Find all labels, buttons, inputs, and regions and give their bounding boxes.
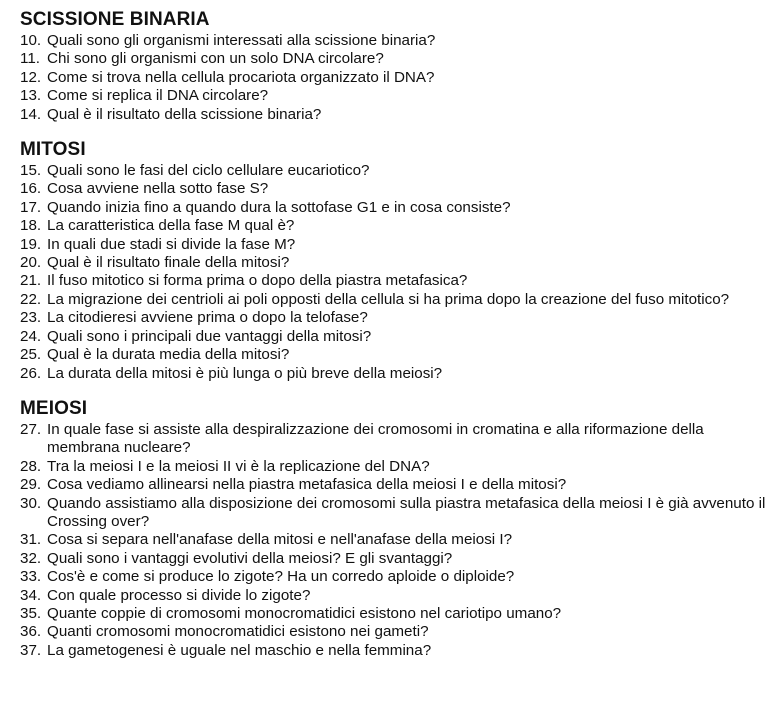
question-text: Quanti cromosomi monocromatidici esistono nei gameti? <box>47 623 429 641</box>
question-text: La durata della mitosi è più lunga o più breve della meiosi? <box>47 364 443 382</box>
question-item <box>20 272 769 290</box>
question-item <box>20 587 769 605</box>
question-item <box>20 550 769 568</box>
question-text: La citodieresi avviene prima o dopo la telofase? <box>47 309 368 327</box>
question-item <box>20 32 769 50</box>
question-text: In quali due stadi si divide la fase M? <box>47 235 296 253</box>
question-number: 15. <box>20 162 42 180</box>
question-text: Cos'è e come si produce lo zigote? Ha un corredo aploide o diploide? <box>47 568 515 586</box>
question-item <box>20 495 769 532</box>
question-number: 34. <box>20 586 42 604</box>
question-number: 27. <box>20 420 42 438</box>
question-item <box>20 162 769 180</box>
question-number: 26. <box>20 364 42 382</box>
question-number: 12. <box>20 68 42 86</box>
question-item <box>20 50 769 68</box>
question-number: 21. <box>20 272 42 290</box>
question-item <box>20 69 769 87</box>
question-number: 25. <box>20 346 42 364</box>
question-number: 32. <box>20 549 42 567</box>
question-number: 35. <box>20 604 42 622</box>
question-item <box>20 106 769 124</box>
section-heading: MEIOSI <box>20 397 88 419</box>
question-text: Quali sono le fasi del ciclo cellulare eucariotico? <box>47 162 370 180</box>
question-item <box>20 199 769 217</box>
question-item <box>20 254 769 272</box>
question-text: La caratteristica della fase M qual è? <box>47 217 295 235</box>
question-number: 20. <box>20 254 42 272</box>
question-item <box>20 87 769 105</box>
question-item <box>20 605 769 623</box>
question-item <box>20 346 769 364</box>
question-number: 22. <box>20 290 42 308</box>
question-list <box>20 421 769 660</box>
question-number: 16. <box>20 180 42 198</box>
question-text: Quali sono i vantaggi evolutivi della meiosi? E gli svantaggi? <box>47 549 453 567</box>
question-number: 10. <box>20 32 42 49</box>
question-text: Il fuso mitotico si forma prima o dopo della piastra metafasica? <box>47 272 468 290</box>
question-item <box>20 476 769 494</box>
question-number: 29. <box>20 476 42 494</box>
question-text: Quando inizia fino a quando dura la sottofase G1 e in cosa consiste? <box>47 198 511 216</box>
question-text: Qual è il risultato della scissione binaria? <box>47 105 322 123</box>
question-text: Chi sono gli organismi con un solo DNA circolare? <box>47 50 384 68</box>
question-item <box>20 291 769 309</box>
question-text: Come si trova nella cellula procariota organizzato il DNA? <box>47 68 435 86</box>
question-item <box>20 309 769 327</box>
question-number: 14. <box>20 105 42 123</box>
question-number: 23. <box>20 309 42 327</box>
question-text: Quali sono i principali due vantaggi della mitosi? <box>47 327 372 345</box>
question-item <box>20 568 769 586</box>
question-number: 31. <box>20 531 42 549</box>
question-item <box>20 217 769 235</box>
question-item <box>20 531 769 549</box>
question-number: 28. <box>20 457 42 475</box>
question-text: Quali sono gli organismi interessati alla scissione binaria? <box>47 32 436 49</box>
question-item <box>20 180 769 198</box>
question-number: 17. <box>20 198 42 216</box>
question-text: Tra la meiosi I e la meiosi II vi è la replicazione del DNA? <box>47 457 430 475</box>
question-item <box>20 458 769 476</box>
question-list <box>20 162 769 383</box>
section-mitosi <box>20 139 769 383</box>
question-number: 36. <box>20 623 42 641</box>
question-number: 19. <box>20 235 42 253</box>
question-text: In quale fase si assiste alla despiralizzazione dei cromosomi in cromatina e alla riformazione della membrana nucleare? <box>47 420 704 457</box>
question-number: 11. <box>20 50 40 68</box>
question-number: 13. <box>20 87 42 105</box>
section-heading: MITOSI <box>20 139 86 161</box>
question-item <box>20 236 769 254</box>
question-text: Cosa si separa nell'anafase della mitosi e nell'anafase della meiosi I? <box>47 531 513 549</box>
question-text: Qual è il risultato finale della mitosi? <box>47 254 290 272</box>
question-text: Cosa avviene nella sotto fase S? <box>47 180 269 198</box>
question-number: 33. <box>20 568 42 586</box>
section-meiosi <box>20 398 769 660</box>
question-item <box>20 328 769 346</box>
question-text: La migrazione dei centrioli ai poli opposti della cellula si ha prima dopo la creazione del fuso mitotico? <box>47 290 730 308</box>
section-heading: SCISSIONE BINARIA <box>20 9 210 30</box>
question-item <box>20 642 769 660</box>
section-scissione-binaria <box>20 9 769 124</box>
question-text: Qual è la durata media della mitosi? <box>47 346 290 364</box>
question-item <box>20 365 769 383</box>
question-list <box>20 32 769 124</box>
question-text: Quante coppie di cromosomi monocromatidici esistono nel cariotipo umano? <box>47 604 562 622</box>
question-item <box>20 623 769 641</box>
question-number: 18. <box>20 217 42 235</box>
question-text: Cosa vediamo allinearsi nella piastra metafasica della meiosi I e della mitosi? <box>47 476 567 494</box>
question-text: Come si replica il DNA circolare? <box>47 87 269 105</box>
question-number: 37. <box>20 641 42 659</box>
question-text: Con quale processo si divide lo zigote? <box>47 586 311 604</box>
question-text: La gametogenesi è uguale nel maschio e nella femmina? <box>47 641 432 659</box>
question-text: Quando assistiamo alla disposizione dei cromosomi sulla piastra metafasica della meiosi I è già avvenuto il Crossing over? <box>47 494 766 530</box>
question-number: 24. <box>20 327 42 345</box>
question-number: 30. <box>20 494 42 512</box>
question-item <box>20 421 769 458</box>
